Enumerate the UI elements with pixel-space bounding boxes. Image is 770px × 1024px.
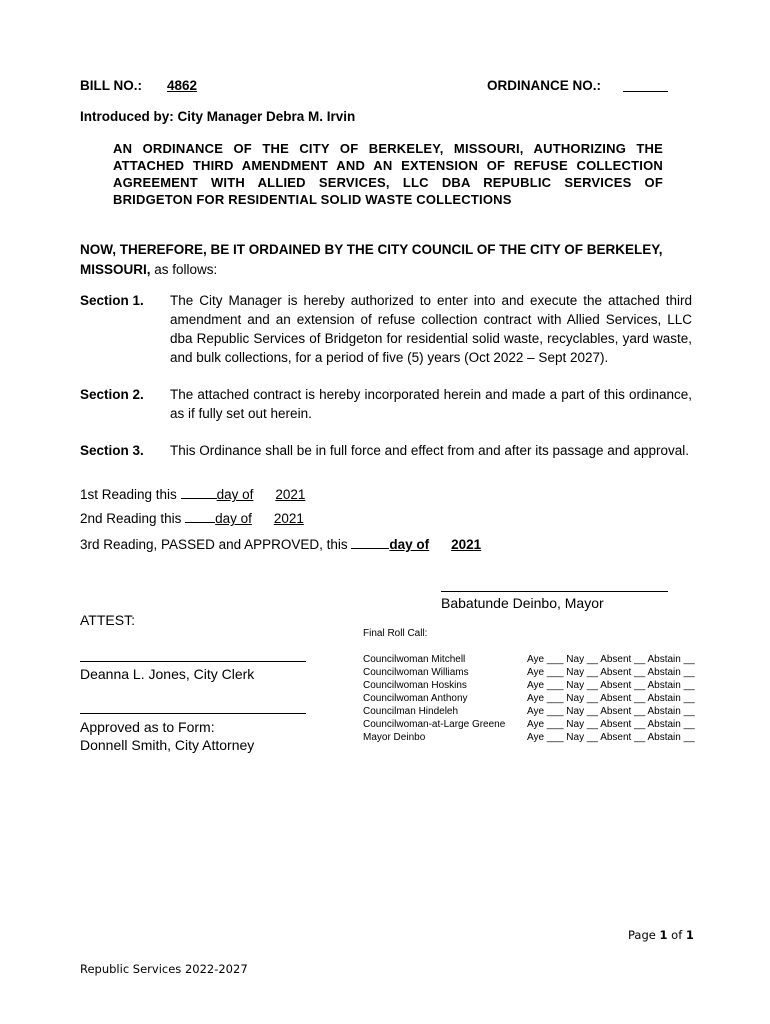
roll-call-row	[363, 653, 703, 666]
ordinance-number-blank	[623, 91, 668, 92]
roll-call-member: Councilwoman Williams	[363, 667, 469, 678]
ordinance-title: AN ORDINANCE OF THE CITY OF BERKELEY, MISSOURI, AUTHORIZING THE ATTACHED THIRD AMENDMENT AND AN EXTENSION OF REFUSE COLLECTION AGREEMENT WITH ALLIED SERVICES, LLC DBA REPUBLIC SERVICES OF BRIDGETON FOR RESIDENTIAL SOLID WASTE COLLECTIONS	[113, 141, 663, 207]
roll-call-member: Councilwoman-at-Large Greene	[363, 719, 506, 730]
roll-call-vote: Aye ___ Nay __ Absent __ Abstain __	[527, 693, 695, 704]
roll-call-row	[363, 705, 703, 718]
roll-call-row	[363, 718, 703, 731]
roll-call-member: Councilman Hindeleh	[363, 706, 459, 717]
second-reading-year: 2021	[273, 511, 304, 526]
roll-call-member: Councilwoman Anthony	[363, 693, 468, 704]
roll-call-row	[363, 692, 703, 705]
section-2-text: The attached contract is hereby incorporated herein and made a part of this ordinance, as if fully set out herein.	[170, 387, 692, 421]
page-of: of	[671, 928, 683, 942]
second-reading-label: 2nd Reading this	[80, 511, 182, 526]
bill-number: 4862	[167, 78, 198, 93]
attest-label: ATTEST:	[80, 612, 135, 628]
enacting-clause-rest: as follows:	[150, 262, 218, 277]
section-1-label: Section 1.	[80, 293, 144, 308]
page-current: 1	[659, 928, 668, 942]
roll-call-vote: Aye ___ Nay __ Absent __ Abstain __	[527, 667, 695, 678]
roll-call-title: Final Roll Call:	[363, 628, 428, 639]
first-reading-label: 1st Reading this	[80, 487, 177, 502]
document-footer: Republic Services 2022-2027	[80, 962, 248, 976]
roll-call-member: Councilwoman Hoskins	[363, 680, 467, 691]
first-reading-year: 2021	[275, 487, 306, 502]
roll-call-table	[363, 653, 703, 744]
roll-call-member: Mayor Deinbo	[363, 732, 426, 743]
roll-call-row	[363, 679, 703, 692]
city-attorney-name: Donnell Smith, City Attorney	[80, 737, 255, 753]
second-reading	[80, 511, 304, 526]
mayor-name: Babatunde Deinbo, Mayor	[441, 595, 604, 611]
second-reading-day-blank	[185, 511, 215, 523]
roll-call-vote: Aye ___ Nay __ Absent __ Abstain __	[527, 732, 695, 743]
roll-call-vote: Aye ___ Nay __ Absent __ Abstain __	[527, 719, 695, 730]
enacting-clause-bold: NOW, THEREFORE, BE IT ORDAINED BY THE CITY COUNCIL OF THE CITY OF BERKELEY, MISSOURI,	[80, 242, 663, 277]
second-reading-day-of: day of	[215, 511, 252, 526]
ordinance-number-label: ORDINANCE NO.:	[487, 78, 601, 93]
section-1-text: The City Manager is hereby authorized to enter into and execute the attached third amendment and an extension of refuse collection contract with Allied Services, LLC dba Republic Services of Bridgeton for residential solid waste, recyclables, yard waste, and bulk collections, for a period of five (5) years (Oct 2022 – Sept 2027).	[170, 293, 692, 365]
first-reading-day-of: day of	[216, 487, 254, 502]
mayor-signature-line	[441, 591, 668, 592]
city-clerk-name: Deanna L. Jones, City Clerk	[80, 666, 255, 682]
first-reading	[80, 487, 305, 502]
page-total: 1	[685, 928, 694, 942]
introduced-by: Introduced by: City Manager Debra M. Irvin	[80, 109, 356, 124]
roll-call-vote: Aye ___ Nay __ Absent __ Abstain __	[527, 654, 695, 665]
page-prefix: Page	[628, 928, 656, 942]
page-number	[628, 928, 694, 942]
roll-call-row	[363, 731, 703, 744]
attorney-signature-line	[80, 713, 306, 714]
third-reading-day-blank	[351, 537, 389, 549]
approved-as-to-form: Approved as to Form:	[80, 719, 215, 735]
clerk-signature-line	[80, 661, 306, 662]
roll-call-vote: Aye ___ Nay __ Absent __ Abstain __	[527, 706, 695, 717]
third-reading-label: 3rd Reading, PASSED and APPROVED, this	[80, 537, 348, 552]
bill-number-label: BILL NO.:	[80, 78, 142, 93]
third-reading-year: 2021	[451, 537, 482, 552]
roll-call-row	[363, 666, 703, 679]
roll-call-vote: Aye ___ Nay __ Absent __ Abstain __	[527, 680, 695, 691]
enacting-clause	[80, 240, 692, 280]
roll-call-member: Councilwoman Mitchell	[363, 654, 466, 665]
section-2-label: Section 2.	[80, 387, 144, 402]
third-reading-day-of: day of	[389, 537, 430, 552]
section-3-text: This Ordinance shall be in full force and effect from and after its passage and approval.	[170, 443, 690, 458]
section-3-label: Section 3.	[80, 443, 144, 458]
first-reading-day-blank	[181, 487, 217, 499]
third-reading	[80, 537, 481, 552]
